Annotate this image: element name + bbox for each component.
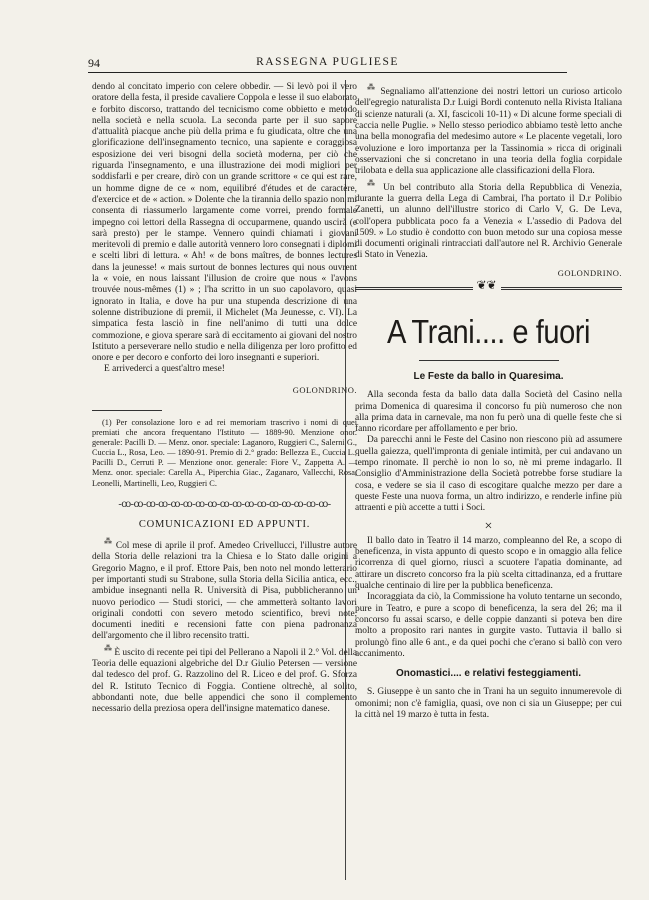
right-paragraph-7: S. Giuseppe è un santo che in Trani ha un seguito innumerevole di omonimi; non c'è famiglia, quasi, ove non ci sia un Giuseppe; per cui la città nel 19 marzo è tutta in festa. [355,687,622,721]
cross-separator-icon: × [484,518,493,534]
left-paragraph-3-text: Col mese di aprile il prof. Amedeo Crivellucci, l'illustre autore della Storia delle relazioni tra la Chiesa e lo Stato dalle origini a Gregorio Magno, e il prof. Ettore Pais, ben noto nel mondo letterario per importanti studi su Strabone, sulla Storia della Sicilia antica, ecc., ambidue insegnanti nella R. Università di Pisa, pubblicheranno un nuovo periodico — Studi storici, — che ammetterà soltanto lavori originali condotti con severo metodo scientifico, brevi note, documenti inediti e recensioni fatte con piena padronanza dell'argomento che il libro recensito tratti. [92,541,358,642]
right-paragraph-5: Il ballo dato in Teatro il 14 marzo, compleanno del Re, a scopo di beneficenza, in vista appunto di questo scopo e in omaggio alla felice ricorrenza di quel giorno, riuscì a scuotere l'apatia dominante, ad attirare un discreto concorso fra la più scelta cittadinanza, ed a fruttare qualche centinaio di lire per la pubblica beneficenza. [355,535,622,592]
footnote-rule [92,410,162,411]
section-title: COMUNICAZIONI ED APPUNTI. [138,518,311,530]
heading-rule [419,360,559,361]
right-paragraph-1-text: Segnaliamo all'attenzione dei nostri lettori un curioso articolo dell'egregio naturalista D.r Luigi Bordi contenuto nella Rivista Italiana di scienze naturali (a. XI, fascicoli 10-11) « Di alcune forme speciali di caccia nelle Puglie. » Nello stesso periodico abbiamo testè letto anche una bella monografia del medesimo autore « Le placente vegetali, loro evoluzione e loro importanza per la Tassinomia » ricca di originali osservazioni che si concretano in una teoria della foglia corpidale trilobata e della sua applicazione alle classificazioni della Flora. [355,87,622,177]
left-paragraph-1: dendo al concitato imperio con celere obbedir. — Si levò poi il vero oratore della festa, il preside cavaliere Coppola e lesse il suo elaborato e forbito discorso, trattando del tecnicismo come obbietto e metodo nella società e nella scuola. La seconda parte per il suo sapore d'attualità piacque anche più della prima e fu giudicata, oltre che una glorificazione dell'insegnamento tecnico, una sapiente e coraggiosa esposizione dei veri bisogni della società moderna, per ciò che riguarda l'insegnamento, e una illustrazione dei modi migliori per soddisfarli e per creare, dirò con un grande scrittore « ce qui est rare, un homme digne de ce « nom, equilibré d'études et de caractère, d'exercice et de « action. » Dolente che la tirannia dello spazio non mi consenta di riassumerlo largamente come vorrei, prendo formale impegno coi lettori della Rassegna di occuparmene, quando uscirà (e sarà presto) per le stampe. Vennero quindi chiamati i giovani meritevoli di premio e dalle autorità vennero loro consegnati i diplomi e scelti libri di lettura. « Ah! « de bons maîtres, de bonnes lectures dans la jeunesse! « mais surtout de bonnes lectures qui nous ouvrent la « voie, en nous laissant l'illusion de croire que nous « l'avons trouvée nous-mêmes (1) » ; l'ha scritto in un suo capolavoro, quasi ignorato in Italia, e dove ha pur una stupenda descrizione di una solenne distribuzione di premii, il Michelet (Ma Jeunesse, c. VI). La simpatica festa lasciò in fine nell'animo di tutti una dolce commozione, e giova sperare sarà di eccitamento ai giovani del nostro Istituto a perseverare nello studio e nella diligenza per loro profitto ed onore e per decoro e conforto dei loro insegnanti e superiori. [92,82,357,364]
right-paragraph-6: Incoraggiata da ciò, la Commissione ha voluto tentarne un secondo, pure in Teatro, e pure a scopo di beneficenza, la sera del 26; ma il concorso fu assai scarso, e delle coppie danzanti si poteva ben dire molto a proposito rari nantes in gurgite vasto. Tuttavia il ballo si prolungò fino alle 6 ant., e da quei pochi che c'erano si ballò con vero accanimento. [355,592,622,659]
right-paragraph-2 [355,178,622,262]
right-paragraph-2-text: Un bel contributo alla Storia della Repubblica di Venezia, durante la guerra della Lega di Cambrai, l'ha portato il D.r Polibio Zanetti, un alunno dell'illustre storico di Carlo V, G. De Leva, coll'opera pubblicata poco fa a Venezia « L'assedio di Padova del 1509. » Lo studio è condotto con buon metodo sur una copiosa messe di documenti originali rintracciati dall'autore nel R. Archivio Generale di Stato in Venezia. [355,182,623,261]
section-heading: A Trani.... e fuori [386,313,591,350]
running-header [88,56,567,73]
subheading-feste: Le Feste da ballo in Quaresima. [413,371,564,382]
right-signature: GOLONDRINO. [557,267,622,278]
left-paragraph-2: E arrivederci a quest'altro mese! [104,364,225,375]
left-paragraph-4-text: È uscito di recente pei tipi del Pellerano a Napoli il 2.° Vol. della Teoria delle equazioni algebriche del D.r Giulio Petersen — versione dal tedesco del prof. G. Razzolino del R. Liceo e del prof. G. Sforza del R. Istituto Tecnico di Foggia. Contiene oltrechè, al solito, abbondanti note, due belle appendici che sono il complemento necessario della preziosa opera dell'insigne matematico danese. [92,647,358,715]
left-column [92,82,357,716]
right-column [355,82,622,721]
asterism-icon: ⁂ [104,536,113,546]
left-paragraph-3 [92,536,357,643]
right-paragraph-4: Da parecchi anni le Feste del Casino non riescono più ad assumere quella gaiezza, quell'impronta di geniale intimità, per cui andavano un tempo rinomate. Il perchè io non lo so, nè mi preme indagarlo. Il Consiglio d'Amministrazione della Società potrebbe forse studiare la cosa, e vedere se sia il caso di escogitare qualche mezzo per dare a queste Feste una nuova forma, un altro indirizzo, e renderle infine più attraenti e più accette a tutti i Soci. [355,435,622,514]
journal-title: RASSEGNA PUGLIESE [256,56,399,68]
ornamental-divider: -ꝏ-ꝏ-ꝏ-ꝏ-ꝏ-ꝏ-ꝏ-ꝏ-ꝏ-ꝏ-ꝏ-ꝏ-ꝏ-ꝏ-ꝏ-ꝏ-ꝏ- [118,498,331,510]
right-paragraph-1 [355,82,622,178]
left-paragraph-4 [92,643,357,716]
subheading-onomastici: Onomastici.... e relativi festeggiamenti. [395,668,582,680]
footnote: (1) Per consolazione loro e ad rei memoriam trascrivo i nomi di quei premiati che ancora frequentano l'Istituto — 1889-90. Menzione onor. generale: Pacilli D. — Menz. onor. speciale: Laganoro, Ruggieri C., Salerni G., Cuccia L., Rosa, Leo. — 1890-91. Premio di 2.° grado: Bellezza E., Cuccia L., Pacilli D., Cerruti P. — Menzione onor. generale: Fiore V., Zappetta A. — Menz. onor. speciale: Carella A., Piperchia Giac., Zaganaro, Vallecchi, Rosa, Leonelli, Martinelli, Leo, Ruggieri C. [92,418,357,488]
left-signature: GOLONDRINO. [292,384,357,395]
page-number: 94 [88,56,100,70]
ornamental-rule [355,278,622,302]
flourish-icon: ❦❦ [473,280,501,291]
asterism-icon: ⁂ [104,643,112,653]
asterism-icon: ⁂ [367,83,377,92]
asterism-icon: ⁂ [367,178,378,188]
right-paragraph-3: Alla seconda festa da ballo data dalla Società del Casino nella prima Domenica di quaresima il concorso fu più numeroso che non alla prima data in carnevale, ma non fu però una di quelle feste che si fanno ricordare per affollamento e per brio. [355,390,622,435]
